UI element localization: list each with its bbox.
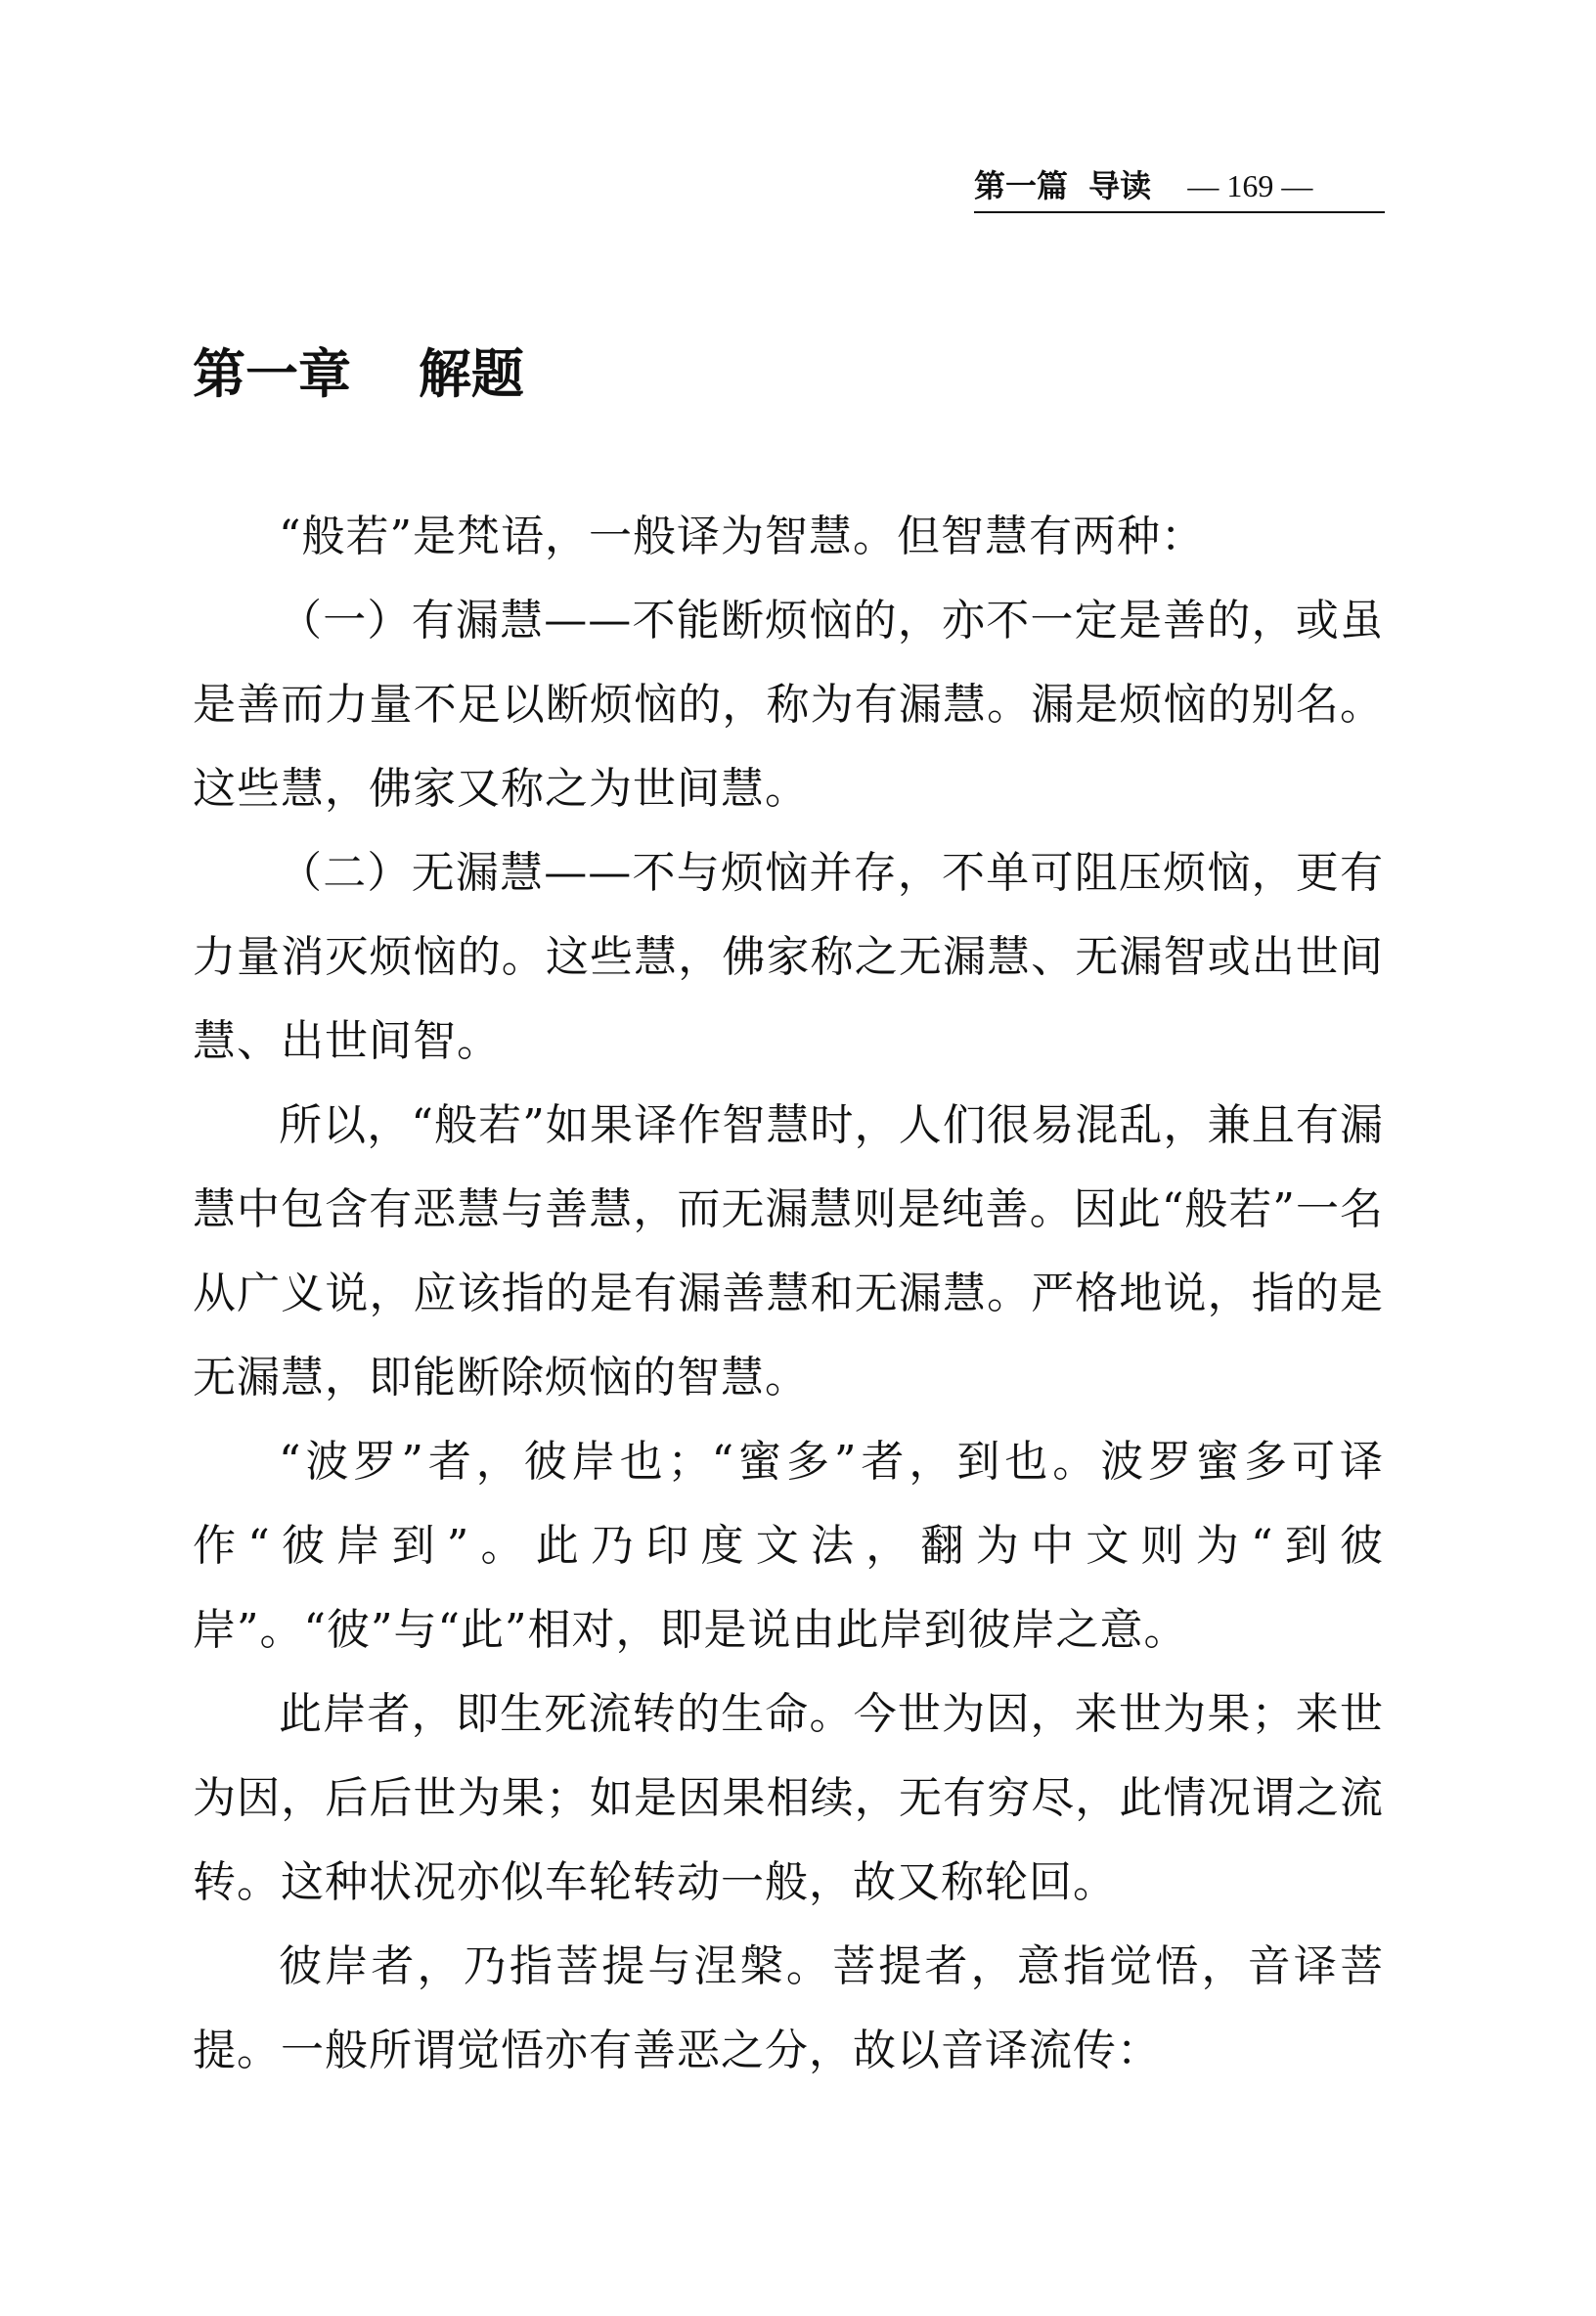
chapter-heading: [193, 342, 524, 405]
chapter-title: 解题: [418, 342, 524, 405]
paragraph: 此岸者，即生死流转的生命。今世为因，来世为果；来世为因，后后世为果；如是因果相续，无有穷尽，此情况谓之流转。这种状况亦似车轮转动一般，故又称轮回。: [193, 1689, 1384, 1907]
paragraph: 彼岸者，乃指菩提与涅槃。菩提者，意指觉悟，音译菩提。一般所谓觉悟亦有善恶之分，故以音译流传：: [193, 1941, 1384, 2075]
running-header: [974, 168, 1385, 213]
page-number: — 169 —: [1187, 168, 1313, 203]
paragraph: （一）有漏慧——不能断烦恼的，亦不一定是善的，或虽是善而力量不足以断烦恼的，称为有漏慧。漏是烦恼的别名。这些慧，佛家又称之为世间慧。: [193, 596, 1384, 814]
paragraph: “般若”是梵语，一般译为智慧。但智慧有两种：: [279, 512, 1205, 561]
paragraph: （二）无漏慧——不与烦恼并存，不单可阻压烦恼，更有力量消灭烦恼的。这些慧，佛家称之无漏慧、无漏智或出世间慧、出世间智。: [193, 848, 1384, 1066]
header-part: 第一篇: [974, 167, 1069, 204]
paragraph: 所以，“般若”如果译作智慧时，人们很易混乱，兼且有漏慧中包含有恶慧与善慧，而无漏慧则是纯善。因此“般若”一名从广义说，应该指的是有漏善慧和无漏慧。严格地说，指的是无漏慧，即能断除烦恼的智慧。: [193, 1100, 1384, 1403]
paragraph: “波罗”者，彼岸也；“蜜多”者，到也。波罗蜜多可译作“彼岸到”。此乃印度文法，翻为中文则为“到彼岸”。“彼”与“此”相对，即是说由此岸到彼岸之意。: [193, 1437, 1384, 1655]
body-text: [193, 495, 1384, 2093]
header-section: 导读: [1088, 167, 1152, 204]
chapter-number: 第一章: [193, 342, 351, 405]
